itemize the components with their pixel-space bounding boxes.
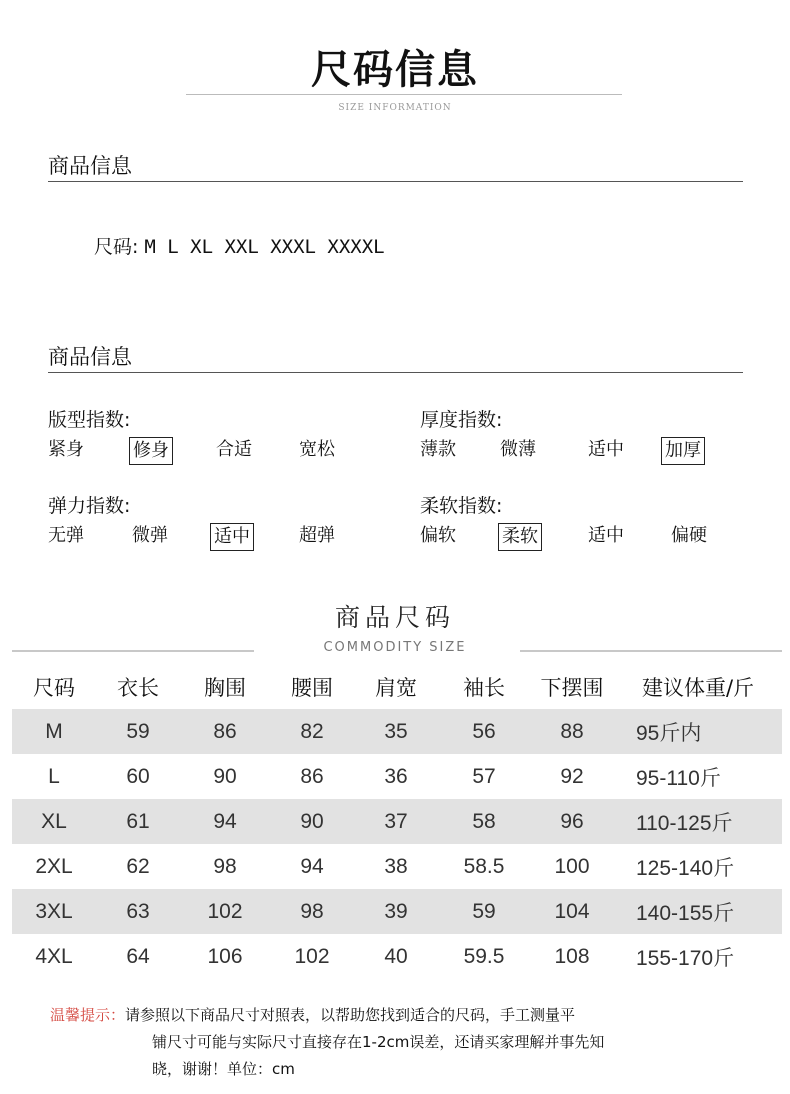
table-cell: 61 bbox=[96, 799, 180, 844]
elasticity-index-title: 弹力指数: bbox=[48, 495, 131, 517]
section-heading-product-info: 商品信息 bbox=[48, 154, 132, 178]
table-cell: 64 bbox=[126, 944, 150, 968]
column-header: 尺码 bbox=[33, 675, 75, 700]
page-title: 尺码信息 bbox=[311, 47, 479, 93]
table-cell: 86 bbox=[300, 764, 324, 788]
table-cell: 59.5 bbox=[463, 944, 505, 968]
column-header: 下摆围 bbox=[540, 675, 604, 700]
table-cell: 63 bbox=[96, 889, 180, 934]
elasticity-option: 微弹 bbox=[132, 525, 168, 546]
thickness-option-selected: 加厚 bbox=[661, 437, 705, 465]
table-row bbox=[12, 844, 782, 889]
column-header: 袖长 bbox=[463, 675, 505, 700]
table-row bbox=[12, 709, 782, 754]
table-row bbox=[12, 934, 782, 979]
section-divider bbox=[48, 372, 743, 373]
table-cell: 90 bbox=[270, 799, 354, 844]
column-header: 建议体重/斤 bbox=[641, 675, 755, 700]
commodity-size-title: 商品尺码 bbox=[334, 603, 455, 632]
table-cell: 98 bbox=[213, 854, 237, 878]
table-cell: 35 bbox=[354, 709, 438, 754]
table-cell: 106 bbox=[207, 944, 243, 968]
table-cell: 36 bbox=[384, 764, 408, 788]
elasticity-option: 无弹 bbox=[48, 525, 84, 546]
title-divider bbox=[186, 94, 622, 95]
table-cell: 2XL bbox=[35, 854, 73, 878]
table-cell: 102 bbox=[294, 944, 330, 968]
elasticity-option: 超弹 bbox=[299, 525, 335, 546]
section-divider bbox=[48, 181, 743, 182]
thickness-index-title: 厚度指数: bbox=[420, 409, 503, 431]
column-header: 腰围 bbox=[291, 675, 333, 700]
table-cell: 59 bbox=[96, 709, 180, 754]
table-cell: 108 bbox=[554, 944, 590, 968]
commodity-size-subtitle: COMMODITY SIZE bbox=[323, 640, 467, 655]
table-cell: M bbox=[12, 709, 96, 754]
tip-line-3: 晓，谢谢！单位：cm bbox=[152, 1060, 295, 1078]
fit-option: 紧身 bbox=[48, 439, 84, 460]
table-cell: 37 bbox=[354, 799, 438, 844]
table-cell: L bbox=[48, 764, 60, 788]
table-cell: 104 bbox=[530, 889, 614, 934]
table-cell: 102 bbox=[180, 889, 270, 934]
page-subtitle: SIZE INFORMATION bbox=[338, 103, 452, 113]
thickness-option: 微薄 bbox=[500, 439, 536, 460]
column-header: 肩宽 bbox=[375, 675, 417, 700]
table-cell: 59 bbox=[438, 889, 530, 934]
table-cell: 92 bbox=[560, 764, 584, 788]
table-cell: 58.5 bbox=[463, 854, 505, 878]
tip-line-1 bbox=[50, 1002, 710, 1029]
table-row bbox=[12, 889, 782, 934]
table-cell: 3XL bbox=[12, 889, 96, 934]
softness-option: 偏硬 bbox=[671, 525, 707, 546]
table-row bbox=[12, 754, 782, 799]
column-header: 胸围 bbox=[204, 675, 246, 700]
table-row bbox=[12, 799, 782, 844]
table-cell: 100 bbox=[554, 854, 590, 878]
table-cell: 40 bbox=[384, 944, 408, 968]
table-cell: 57 bbox=[472, 764, 496, 788]
softness-option: 适中 bbox=[588, 525, 624, 546]
table-cell: 88 bbox=[530, 709, 614, 754]
fit-option: 宽松 bbox=[299, 439, 335, 460]
table-cell: 86 bbox=[180, 709, 270, 754]
table-cell: 82 bbox=[270, 709, 354, 754]
table-cell: 95-110斤 bbox=[636, 766, 721, 790]
table-cell: 56 bbox=[438, 709, 530, 754]
table-cell: 95斤内 bbox=[614, 709, 782, 754]
table-cell: 60 bbox=[126, 764, 150, 788]
table-cell: 96 bbox=[530, 799, 614, 844]
table-cell: 39 bbox=[354, 889, 438, 934]
softness-index-title: 柔软指数: bbox=[420, 495, 503, 517]
size-table bbox=[12, 664, 782, 979]
fit-index-title: 版型指数: bbox=[48, 409, 131, 431]
thickness-option: 适中 bbox=[588, 439, 624, 460]
table-cell: 155-170斤 bbox=[636, 946, 735, 970]
tip-label: 温馨提示： bbox=[50, 1006, 126, 1024]
fit-option-selected: 修身 bbox=[129, 437, 173, 465]
table-cell: 94 bbox=[180, 799, 270, 844]
warm-tip bbox=[50, 1002, 710, 1083]
table-cell: 140-155斤 bbox=[614, 889, 782, 934]
tip-text-1: 请参照以下商品尺寸对照表，以帮助您找到适合的尺码，手工测量平 bbox=[125, 1006, 576, 1024]
table-cell: 125-140斤 bbox=[636, 856, 735, 880]
table-cell: 62 bbox=[126, 854, 150, 878]
fit-option: 合适 bbox=[216, 439, 252, 460]
size-label: 尺码: bbox=[94, 236, 139, 258]
size-values: M L XL XXL XXXL XXXXL bbox=[144, 236, 385, 258]
column-header: 衣长 bbox=[117, 675, 159, 700]
softness-option-selected: 柔软 bbox=[498, 523, 542, 551]
table-cell: 94 bbox=[300, 854, 324, 878]
table-cell: 38 bbox=[384, 854, 408, 878]
table-header-row bbox=[12, 664, 782, 709]
table-cell: XL bbox=[12, 799, 96, 844]
thickness-option: 薄款 bbox=[420, 439, 456, 460]
size-list bbox=[94, 232, 385, 259]
table-cell: 90 bbox=[213, 764, 237, 788]
softness-option: 偏软 bbox=[420, 525, 456, 546]
tip-line-2: 铺尺寸可能与实际尺寸直接存在1-2cm误差，还请买家理解并事先知 bbox=[152, 1033, 605, 1051]
table-cell: 58 bbox=[438, 799, 530, 844]
table-cell: 98 bbox=[270, 889, 354, 934]
table-cell: 110-125斤 bbox=[614, 799, 782, 844]
elasticity-option-selected: 适中 bbox=[210, 523, 254, 551]
section-heading-product-info-2: 商品信息 bbox=[48, 345, 132, 369]
table-cell: 4XL bbox=[35, 944, 73, 968]
